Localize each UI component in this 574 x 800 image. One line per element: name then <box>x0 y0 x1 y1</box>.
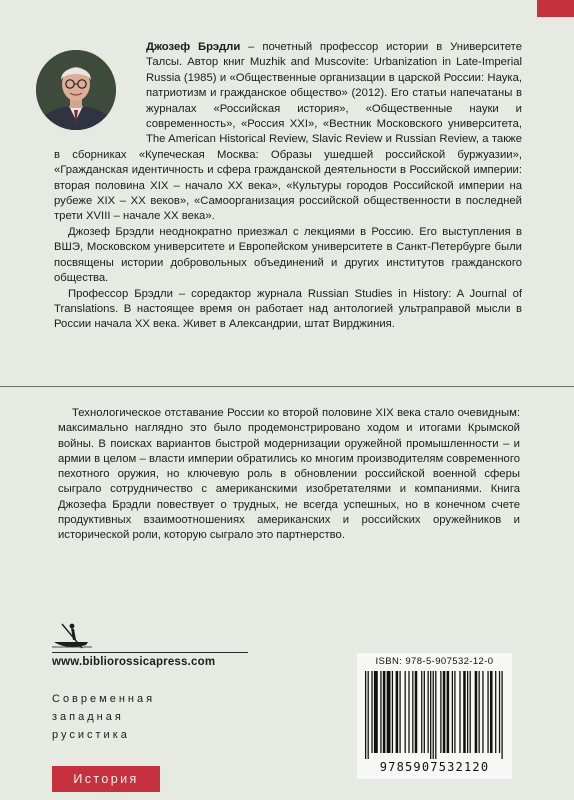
barcode-bar <box>399 671 400 753</box>
barcode-bar <box>392 671 393 753</box>
author-biography <box>54 40 522 333</box>
series-line-3: русистика <box>52 729 130 741</box>
barcode-bar <box>433 671 434 759</box>
series-line-2: западная <box>52 711 124 723</box>
barcode-bar <box>443 671 446 753</box>
barcode-bars <box>363 671 506 759</box>
author-name: Джозеф Брэдли <box>146 41 241 53</box>
barcode-bar <box>490 671 493 753</box>
barcode-bar <box>479 671 480 753</box>
barcode-bar <box>427 671 428 753</box>
barcode-bar <box>501 671 502 759</box>
book-annotation <box>58 406 520 544</box>
barcode-bar <box>412 671 413 753</box>
barcode-bar <box>408 671 409 753</box>
barcode-bar <box>440 671 441 753</box>
barcode-bar <box>365 671 366 759</box>
barcode-bar <box>452 671 453 753</box>
red-corner-tab <box>537 0 574 17</box>
barcode-bar <box>459 671 460 753</box>
barcode-bar <box>487 671 488 753</box>
barcode-bar <box>435 671 436 759</box>
barcode-bar <box>387 671 391 753</box>
boat-with-rower-icon <box>52 620 152 650</box>
barcode-bar <box>447 671 450 753</box>
series-line-1: Современная <box>52 693 156 705</box>
barcode-bar <box>475 671 478 753</box>
barcode-bar <box>368 671 369 759</box>
barcode-bar <box>467 671 468 753</box>
bio-paragraph-2: Джозеф Брэдли неоднократно приезжал с лекциями в Россию. Его выступления в ВШЭ, Московском университете и Европейском университете в Санкт-Петербурге были посвящены истории добровольных объединений и других институтов гражданского общества. <box>54 225 522 285</box>
bio-paragraph-3: Профессор Брэдли – соредактор журнала Russian Studies in History: A Journal of Translations. В настоящее время он работает над антологией ультраправой мысли в России начала XX века. Живет в Александрии, штат Вирджиния. <box>54 287 522 331</box>
barcode-bar <box>396 671 399 753</box>
barcode-bar <box>424 671 425 753</box>
bio-paragraph-1-text: – почетный профессор истории в Университете Талсы. Автор книг Muzhik and Muscovite: Urbanization in Late-Imperial Russia (1985) и «Общественные организации в царской России: Наука, патриотизм и гражданское общество» (2012). Его статьи напечатаны в журналах «Российская история», «Общественные науки и современность», «Россия XXI», «Вестник Московского университета, The American Historical Review, Slavic Review и Russian Review, а также в сборниках «Купеческая Москва: Образы ушедшей российской буржуазии», «Гражданская идентичность и сфера гражданской деятельности в Российской империи: вторая половина XIX – начало XX века», «Культуры городов Российской империи на рубеже XIX – XX веков», «Самоорганизация российской общественности в последней трети XVIII – начале XX века». <box>54 41 522 223</box>
barcode-bar <box>499 671 500 753</box>
barcode-box <box>357 653 512 779</box>
category-label: История <box>52 766 160 792</box>
section-divider <box>0 386 574 387</box>
publisher-website[interactable]: www.bibliorossicapress.com <box>52 656 216 668</box>
barcode-bar <box>380 671 381 753</box>
barcode-bar <box>463 671 466 753</box>
series-title <box>52 690 155 744</box>
ean-digits: 9785907532120 <box>379 760 490 774</box>
barcode-bar <box>383 671 386 753</box>
portrait-spacer <box>54 40 134 138</box>
barcode-bar <box>495 671 496 753</box>
annotation-text: Технологическое отставание России ко второй половине XIX века стало очевидным: максимально наглядно это было продемонстрировано ходом и итогами Крымской войны. В поисках вариантов быстрой модернизации оружейной промышленности – и армии в целом – власти империи обратились ко многим производителям современного пехотного оружия, но ключевую роль в обновлении российской военной сферы сыграло сотрудничество с американскими изобретателями и компаниями. Книга Джозефа Брэдли повествует о трудных, не всегда успешных, но в конечном счете продуктивных взаимоотношениях американских и российских оружейников и исторической роли, которую сыграло это партнерство. <box>58 407 520 542</box>
barcode-bar <box>421 671 422 753</box>
barcode-bar <box>405 671 406 753</box>
barcode-bar <box>371 671 372 753</box>
barcode-bar <box>374 671 378 753</box>
website-underline <box>52 652 248 653</box>
isbn-label: ISBN: 978-5-907532-12-0 <box>375 656 494 667</box>
barcode-bar <box>415 671 418 753</box>
barcode-bar <box>430 671 431 759</box>
barcode-bar <box>470 671 471 753</box>
barcode-bar <box>482 671 483 753</box>
barcode-bar <box>454 671 455 753</box>
